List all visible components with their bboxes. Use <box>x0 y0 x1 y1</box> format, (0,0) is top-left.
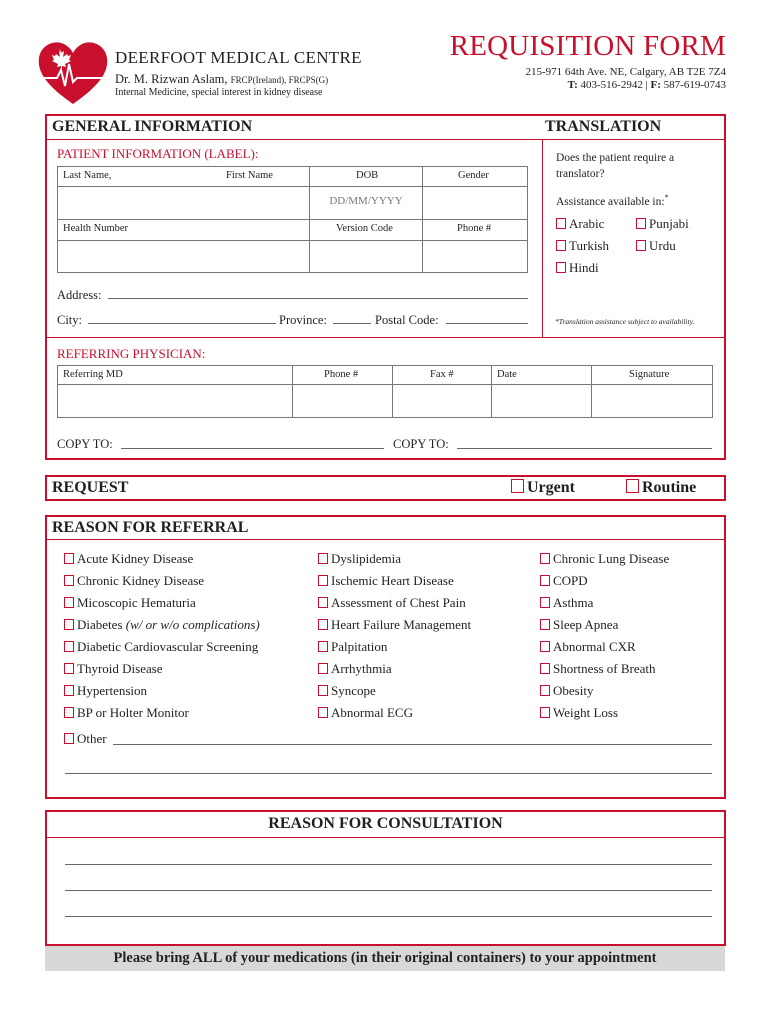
checkbox[interactable] <box>556 262 566 273</box>
health-number-header: Health Number <box>63 223 129 234</box>
referral-item[interactable]: Obesity <box>540 683 593 699</box>
doctor-line <box>115 72 328 87</box>
lang-urdu[interactable]: Urdu <box>636 238 676 254</box>
postal-code-field[interactable] <box>446 323 528 324</box>
referral-item[interactable]: COPD <box>540 573 588 589</box>
referring-md-field[interactable] <box>58 385 291 417</box>
last-name-field[interactable] <box>58 187 308 218</box>
checkbox[interactable] <box>556 218 566 229</box>
doctor-name: Dr. M. Rizwan Aslam, <box>115 72 228 86</box>
routine-option[interactable]: Routine <box>626 479 696 497</box>
request-title: REQUEST <box>52 479 129 496</box>
phone-number: 403-516-2942 <box>580 79 643 91</box>
referral-item[interactable]: Acute Kidney Disease <box>64 551 193 567</box>
version-code-field[interactable] <box>310 241 422 272</box>
dob-header: DOB <box>356 170 379 181</box>
referral-item[interactable]: BP or Holter Monitor <box>64 705 189 721</box>
first-name-header: First Name <box>226 170 273 181</box>
clinic-name: DEERFOOT MEDICAL CENTRE <box>115 48 362 67</box>
logo <box>37 38 109 106</box>
checkbox[interactable] <box>636 240 646 251</box>
lang-turkish[interactable]: Turkish <box>556 238 609 254</box>
referral-item[interactable]: Weight Loss <box>540 705 618 721</box>
divider <box>47 139 724 140</box>
checkbox[interactable] <box>540 707 550 718</box>
heart-logo-icon <box>39 42 107 104</box>
checkbox[interactable] <box>318 619 328 630</box>
other-field[interactable] <box>113 744 712 745</box>
checkbox[interactable] <box>318 641 328 652</box>
consultation-line-3[interactable] <box>65 916 712 917</box>
copy-to-label-1: COPY TO: <box>57 437 113 451</box>
checkbox[interactable] <box>318 597 328 608</box>
urgent-option[interactable]: Urgent <box>511 479 575 497</box>
checkbox[interactable] <box>64 553 74 564</box>
divider <box>47 539 724 540</box>
reason-for-consultation-title: REASON FOR CONSULTATION <box>268 815 503 832</box>
referral-other[interactable]: Other <box>64 731 107 747</box>
referring-physician-label: REFERRING PHYSICIAN: <box>57 346 206 361</box>
gender-header: Gender <box>458 170 489 181</box>
dob-field[interactable]: DD/MM/YYYY <box>329 195 403 207</box>
lang-punjabi[interactable]: Punjabi <box>636 216 689 232</box>
referral-item[interactable]: Assessment of Chest Pain <box>318 595 466 611</box>
medication-notice: Please bring ALL of your medications (in their original containers) to your appointment <box>45 946 725 971</box>
contact-block <box>525 66 726 92</box>
specialty: Internal Medicine, special interest in kidney disease <box>115 87 323 98</box>
referral-item[interactable]: Dyslipidemia <box>318 551 401 567</box>
ref-signature-header: Signature <box>629 369 670 380</box>
last-name-header: Last Name, <box>63 170 112 181</box>
referral-item[interactable]: Shortness of Breath <box>540 661 656 677</box>
ref-fax-field[interactable] <box>393 385 490 417</box>
translation-title: TRANSLATION <box>545 118 662 135</box>
other-field-line-2[interactable] <box>65 773 712 774</box>
checkbox[interactable] <box>64 597 74 608</box>
referral-item[interactable]: Asthma <box>540 595 593 611</box>
phone-header: Phone # <box>457 223 492 234</box>
referral-item[interactable]: Palpitation <box>318 639 387 655</box>
contact-numbers: T: 403-516-2942 | F: 587-619-0743 <box>567 79 726 91</box>
clinic-address: 215-971 64th Ave. NE, Calgary, AB T2E 7Z4 <box>525 66 726 78</box>
referral-item[interactable]: Abnormal ECG <box>318 705 413 721</box>
checkbox[interactable] <box>64 619 74 630</box>
copy-to-field-1[interactable] <box>121 448 384 449</box>
ref-signature-field[interactable] <box>592 385 712 417</box>
consultation-line-2[interactable] <box>65 890 712 891</box>
version-code-header: Version Code <box>336 223 393 234</box>
translation-note: *Translation assistance subject to availability. <box>555 317 695 326</box>
general-information-title: GENERAL INFORMATION <box>52 118 253 135</box>
copy-to-field-2[interactable] <box>457 448 712 449</box>
health-number-field[interactable] <box>58 241 308 272</box>
checkbox[interactable] <box>64 685 74 696</box>
checkbox[interactable] <box>318 663 328 674</box>
checkbox[interactable] <box>636 218 646 229</box>
ref-fax-header: Fax # <box>430 369 454 380</box>
referral-item[interactable]: Syncope <box>318 683 376 699</box>
checkbox[interactable] <box>318 575 328 586</box>
request-section <box>45 475 726 501</box>
referral-item[interactable]: Arrhythmia <box>318 661 392 677</box>
patient-phone-field[interactable] <box>423 241 527 272</box>
referral-item[interactable]: Micoscopic Hematuria <box>64 595 196 611</box>
city-label: City: <box>57 313 83 327</box>
checkbox[interactable] <box>64 663 74 674</box>
ref-date-header: Date <box>497 369 517 380</box>
checkbox[interactable] <box>318 707 328 718</box>
address-label: Address: <box>57 288 102 302</box>
address-field[interactable] <box>108 298 528 299</box>
city-field[interactable] <box>88 323 276 324</box>
referral-item[interactable]: Diabetic Cardiovascular Screening <box>64 639 258 655</box>
lang-hindi[interactable]: Hindi <box>556 260 599 276</box>
ref-date-field[interactable] <box>492 385 590 417</box>
gender-field[interactable] <box>423 187 527 218</box>
ref-phone-field[interactable] <box>293 385 391 417</box>
checkbox[interactable] <box>540 619 550 630</box>
checkbox[interactable] <box>318 685 328 696</box>
checkbox[interactable] <box>540 597 550 608</box>
checkbox[interactable] <box>626 479 639 493</box>
province-field[interactable] <box>333 323 371 324</box>
province-label: Province: <box>279 313 327 327</box>
checkbox[interactable] <box>540 553 550 564</box>
referral-item[interactable]: Heart Failure Management <box>318 617 471 633</box>
referral-item[interactable]: Abnormal CXR <box>540 639 636 655</box>
patient-info-label: PATIENT INFORMATION (LABEL): <box>57 146 259 161</box>
checkbox[interactable] <box>64 707 74 718</box>
translator-question: Does the patient require a translator? <box>556 152 675 180</box>
form-title: REQUISITION FORM <box>449 30 726 62</box>
checkbox[interactable] <box>540 641 550 652</box>
referral-item[interactable]: Chronic Kidney Disease <box>64 573 204 589</box>
referral-item[interactable]: Chronic Lung Disease <box>540 551 669 567</box>
checkbox[interactable] <box>556 240 566 251</box>
divider <box>47 337 724 338</box>
referral-item[interactable]: Thyroid Disease <box>64 661 163 677</box>
checkbox[interactable] <box>540 685 550 696</box>
consultation-line-1[interactable] <box>65 864 712 865</box>
checkbox[interactable] <box>318 553 328 564</box>
checkbox[interactable] <box>511 479 524 493</box>
referral-item[interactable]: Sleep Apnea <box>540 617 618 633</box>
referral-item[interactable]: Diabetes (w/ or w/o complications) <box>64 617 260 633</box>
translation-divider <box>542 140 543 337</box>
checkbox[interactable] <box>64 575 74 586</box>
checkbox[interactable] <box>64 641 74 652</box>
ref-phone-header: Phone # <box>324 369 359 380</box>
referring-md-header: Referring MD <box>63 369 123 380</box>
postal-code-label: Postal Code: <box>375 313 439 327</box>
referral-item[interactable]: Ischemic Heart Disease <box>318 573 454 589</box>
divider <box>47 837 724 838</box>
referral-item[interactable]: Hypertension <box>64 683 147 699</box>
lang-arabic[interactable]: Arabic <box>556 216 604 232</box>
assistance-label: Assistance available in:* <box>556 193 669 208</box>
reason-for-referral-title: REASON FOR REFERRAL <box>52 519 249 536</box>
checkbox[interactable] <box>540 575 550 586</box>
checkbox[interactable] <box>540 663 550 674</box>
fax-number: 587-619-0743 <box>663 79 726 91</box>
checkbox[interactable] <box>64 733 74 744</box>
doctor-credentials: FRCP(Ireland), FRCPS(G) <box>230 75 329 85</box>
copy-to-label-2: COPY TO: <box>393 437 449 451</box>
